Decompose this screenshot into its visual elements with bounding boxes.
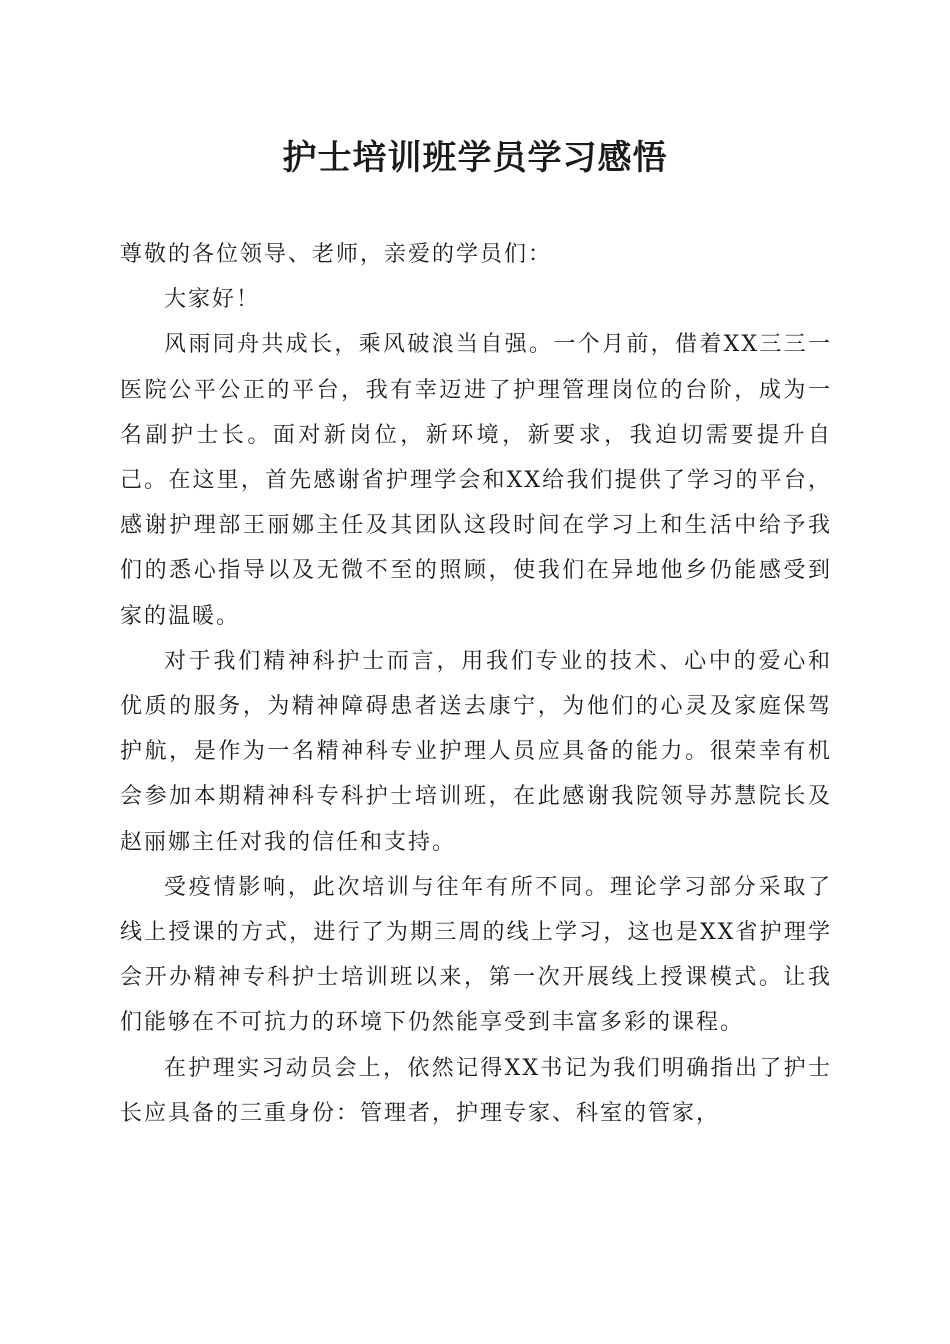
salutation: 尊敬的各位领导、老师，亲爱的学员们： [120, 242, 553, 267]
greeting: 大家好！ [164, 287, 261, 313]
paragraph: 风雨同舟共成长，乘风破浪当自强。一个月前，借着XX三三一医院公平公正的平台，我有幸迈进了护理管理岗位的台阶，成为一名副护士长。面对新岗位，新环境，新要求，我迫切需要提升自己。在这里，首先感谢省护理学会和XX给我们提供了学习的平台，感谢护理部王丽娜主任及其团队这段时间在学习上和生活中给予我们的悉心指导以及无微不至的照顾，使我们在异地他乡仍能感受到家的温暖。 [120, 332, 832, 629]
paragraph: 受疫情影响，此次培训与往年有所不同。理论学习部分采取了线上授课的方式，进行了为期三周的线上学习，这也是XX省护理学会开办精神专科护士培训班以来，第一次开展线上授课模式。让我们能够在不可抗力的环境下仍然能享受到丰富多彩的课程。 [120, 874, 832, 1036]
paragraph: 对于我们精神科护士而言，用我们专业的技术、心中的爱心和优质的服务，为精神障碍患者送去康宁，为他们的心灵及家庭保驾护航，是作为一名精神科专业护理人员应具备的能力。很荣幸有机会参加本期精神科专科护士培训班，在此感谢我院领导苏慧院长及赵丽娜主任对我的信任和支持。 [120, 648, 832, 855]
paragraph: 在护理实习动员会上，依然记得XX书记为我们明确指出了护士长应具备的三重身份：管理者，护理专家、科室的管家， [120, 1055, 832, 1126]
document-body [120, 232, 832, 1136]
document-title: 护士培训班学员学习感悟 [282, 138, 668, 178]
